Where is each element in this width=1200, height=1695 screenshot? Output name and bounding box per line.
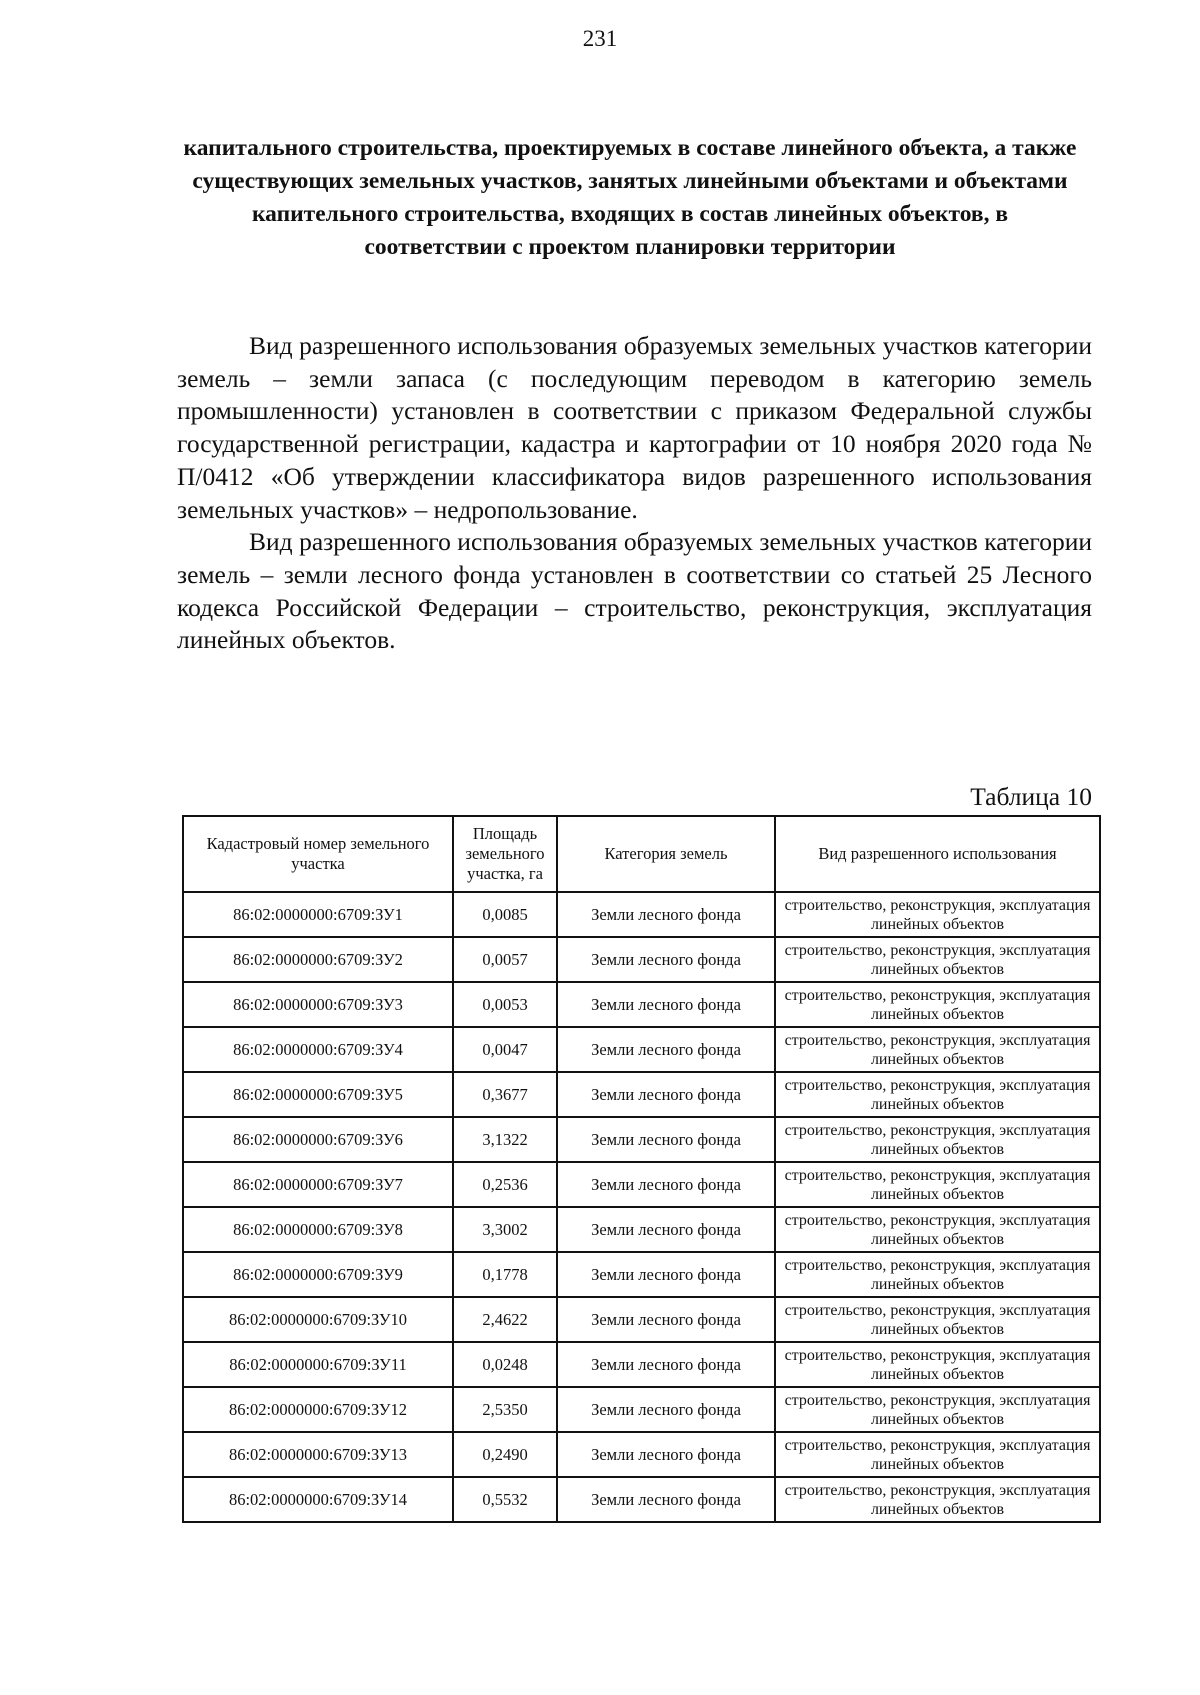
cell-area: 0,0057 xyxy=(453,937,557,982)
cell-cadastral-number: 86:02:0000000:6709:ЗУ6 xyxy=(183,1117,453,1162)
cell-cadastral-number: 86:02:0000000:6709:ЗУ3 xyxy=(183,982,453,1027)
paragraph: Вид разрешенного использования образуемых земельных участков категории земель – земли лесного фонда установлен в соответствии со статьей 25 Лесного кодекса Российской Федерации – строительство, реконструкция, эксплуатация линейных объектов. xyxy=(177,527,1092,655)
cell-permitted-use: строительство, реконструкция, эксплуатация линейных объектов xyxy=(775,892,1100,937)
cell-permitted-use: строительство, реконструкция, эксплуатация линейных объектов xyxy=(775,982,1100,1027)
table-row xyxy=(183,937,1100,982)
cell-area: 0,0047 xyxy=(453,1027,557,1072)
table-row xyxy=(183,892,1100,937)
table-row xyxy=(183,1027,1100,1072)
cell-land-category: Земли лесного фонда xyxy=(557,1387,775,1432)
paragraph: Вид разрешенного использования образуемых земельных участков категории земель – земли запаса (с последующим переводом в категорию земель промышленности) установлен в соответствии с приказом Федеральной службы государственной регистрации, кадастра и картографии от 10 ноября 2020 года № П/0412 «Об утверждении классификатора видов разрешенного использования земельных участков» – недропользование. xyxy=(177,331,1092,524)
cell-land-category: Земли лесного фонда xyxy=(557,892,775,937)
table-row xyxy=(183,982,1100,1027)
header-cadastral-number: Кадастровый номер земельного участка xyxy=(183,816,453,892)
cell-land-category: Земли лесного фонда xyxy=(557,1117,775,1162)
cell-area: 0,0248 xyxy=(453,1342,557,1387)
header-area: Площадь земельного участка, га xyxy=(453,816,557,892)
cell-land-category: Земли лесного фонда xyxy=(557,1252,775,1297)
cell-cadastral-number: 86:02:0000000:6709:ЗУ2 xyxy=(183,937,453,982)
cell-permitted-use: строительство, реконструкция, эксплуатация линейных объектов xyxy=(775,937,1100,982)
cell-area: 0,1778 xyxy=(453,1252,557,1297)
table-row xyxy=(183,1342,1100,1387)
table-row xyxy=(183,1207,1100,1252)
cell-permitted-use: строительство, реконструкция, эксплуатация линейных объектов xyxy=(775,1342,1100,1387)
cell-land-category: Земли лесного фонда xyxy=(557,1027,775,1072)
cell-permitted-use: строительство, реконструкция, эксплуатация линейных объектов xyxy=(775,1432,1100,1477)
cell-land-category: Земли лесного фонда xyxy=(557,1477,775,1522)
table-row xyxy=(183,1297,1100,1342)
table-row xyxy=(183,1387,1100,1432)
cell-area: 0,2490 xyxy=(453,1432,557,1477)
cell-land-category: Земли лесного фонда xyxy=(557,1342,775,1387)
cell-cadastral-number: 86:02:0000000:6709:ЗУ14 xyxy=(183,1477,453,1522)
cell-area: 2,4622 xyxy=(453,1297,557,1342)
cell-area: 3,3002 xyxy=(453,1207,557,1252)
cell-cadastral-number: 86:02:0000000:6709:ЗУ4 xyxy=(183,1027,453,1072)
table-row xyxy=(183,1432,1100,1477)
cell-area: 0,2536 xyxy=(453,1162,557,1207)
table-row xyxy=(183,1477,1100,1522)
cell-land-category: Земли лесного фонда xyxy=(557,1432,775,1477)
cell-cadastral-number: 86:02:0000000:6709:ЗУ10 xyxy=(183,1297,453,1342)
cell-area: 0,5532 xyxy=(453,1477,557,1522)
header-permitted-use: Вид разрешенного использования xyxy=(775,816,1100,892)
section-heading: капитального строительства, проектируемых в составе линейного объекта, а также существующих земельных участков, занятых линейными объектами и объектами капительного строительства, входящих в состав линейных объектов, в соответствии с проектом планировки территории xyxy=(183,135,1077,260)
table-body xyxy=(183,892,1100,1522)
page-number: 231 xyxy=(582,26,618,51)
cell-cadastral-number: 86:02:0000000:6709:ЗУ12 xyxy=(183,1387,453,1432)
cell-land-category: Земли лесного фонда xyxy=(557,1072,775,1117)
cell-permitted-use: строительство, реконструкция, эксплуатация линейных объектов xyxy=(775,1297,1100,1342)
table-row xyxy=(183,1072,1100,1117)
cell-cadastral-number: 86:02:0000000:6709:ЗУ7 xyxy=(183,1162,453,1207)
table-row xyxy=(183,1117,1100,1162)
cell-area: 3,1322 xyxy=(453,1117,557,1162)
cell-area: 2,5350 xyxy=(453,1387,557,1432)
header-land-category: Категория земель xyxy=(557,816,775,892)
cell-permitted-use: строительство, реконструкция, эксплуатация линейных объектов xyxy=(775,1387,1100,1432)
cell-cadastral-number: 86:02:0000000:6709:ЗУ5 xyxy=(183,1072,453,1117)
cell-permitted-use: строительство, реконструкция, эксплуатация линейных объектов xyxy=(775,1072,1100,1117)
cell-permitted-use: строительство, реконструкция, эксплуатация линейных объектов xyxy=(775,1117,1100,1162)
table-row xyxy=(183,1162,1100,1207)
cell-land-category: Земли лесного фонда xyxy=(557,1207,775,1252)
table-header-row xyxy=(183,816,1100,892)
cell-cadastral-number: 86:02:0000000:6709:ЗУ13 xyxy=(183,1432,453,1477)
cell-permitted-use: строительство, реконструкция, эксплуатация линейных объектов xyxy=(775,1027,1100,1072)
cell-cadastral-number: 86:02:0000000:6709:ЗУ1 xyxy=(183,892,453,937)
cell-cadastral-number: 86:02:0000000:6709:ЗУ8 xyxy=(183,1207,453,1252)
cell-land-category: Земли лесного фонда xyxy=(557,982,775,1027)
cell-area: 0,0085 xyxy=(453,892,557,937)
cell-land-category: Земли лесного фонда xyxy=(557,1297,775,1342)
table-row xyxy=(183,1252,1100,1297)
cell-cadastral-number: 86:02:0000000:6709:ЗУ9 xyxy=(183,1252,453,1297)
land-plots-table xyxy=(182,815,1101,1523)
cell-area: 0,0053 xyxy=(453,982,557,1027)
cell-permitted-use: строительство, реконструкция, эксплуатация линейных объектов xyxy=(775,1252,1100,1297)
cell-land-category: Земли лесного фонда xyxy=(557,937,775,982)
cell-permitted-use: строительство, реконструкция, эксплуатация линейных объектов xyxy=(775,1207,1100,1252)
cell-cadastral-number: 86:02:0000000:6709:ЗУ11 xyxy=(183,1342,453,1387)
cell-land-category: Земли лесного фонда xyxy=(557,1162,775,1207)
table-caption: Таблица 10 xyxy=(970,782,1092,811)
cell-permitted-use: строительство, реконструкция, эксплуатация линейных объектов xyxy=(775,1477,1100,1522)
cell-area: 0,3677 xyxy=(453,1072,557,1117)
body-text xyxy=(177,330,1092,657)
cell-permitted-use: строительство, реконструкция, эксплуатация линейных объектов xyxy=(775,1162,1100,1207)
